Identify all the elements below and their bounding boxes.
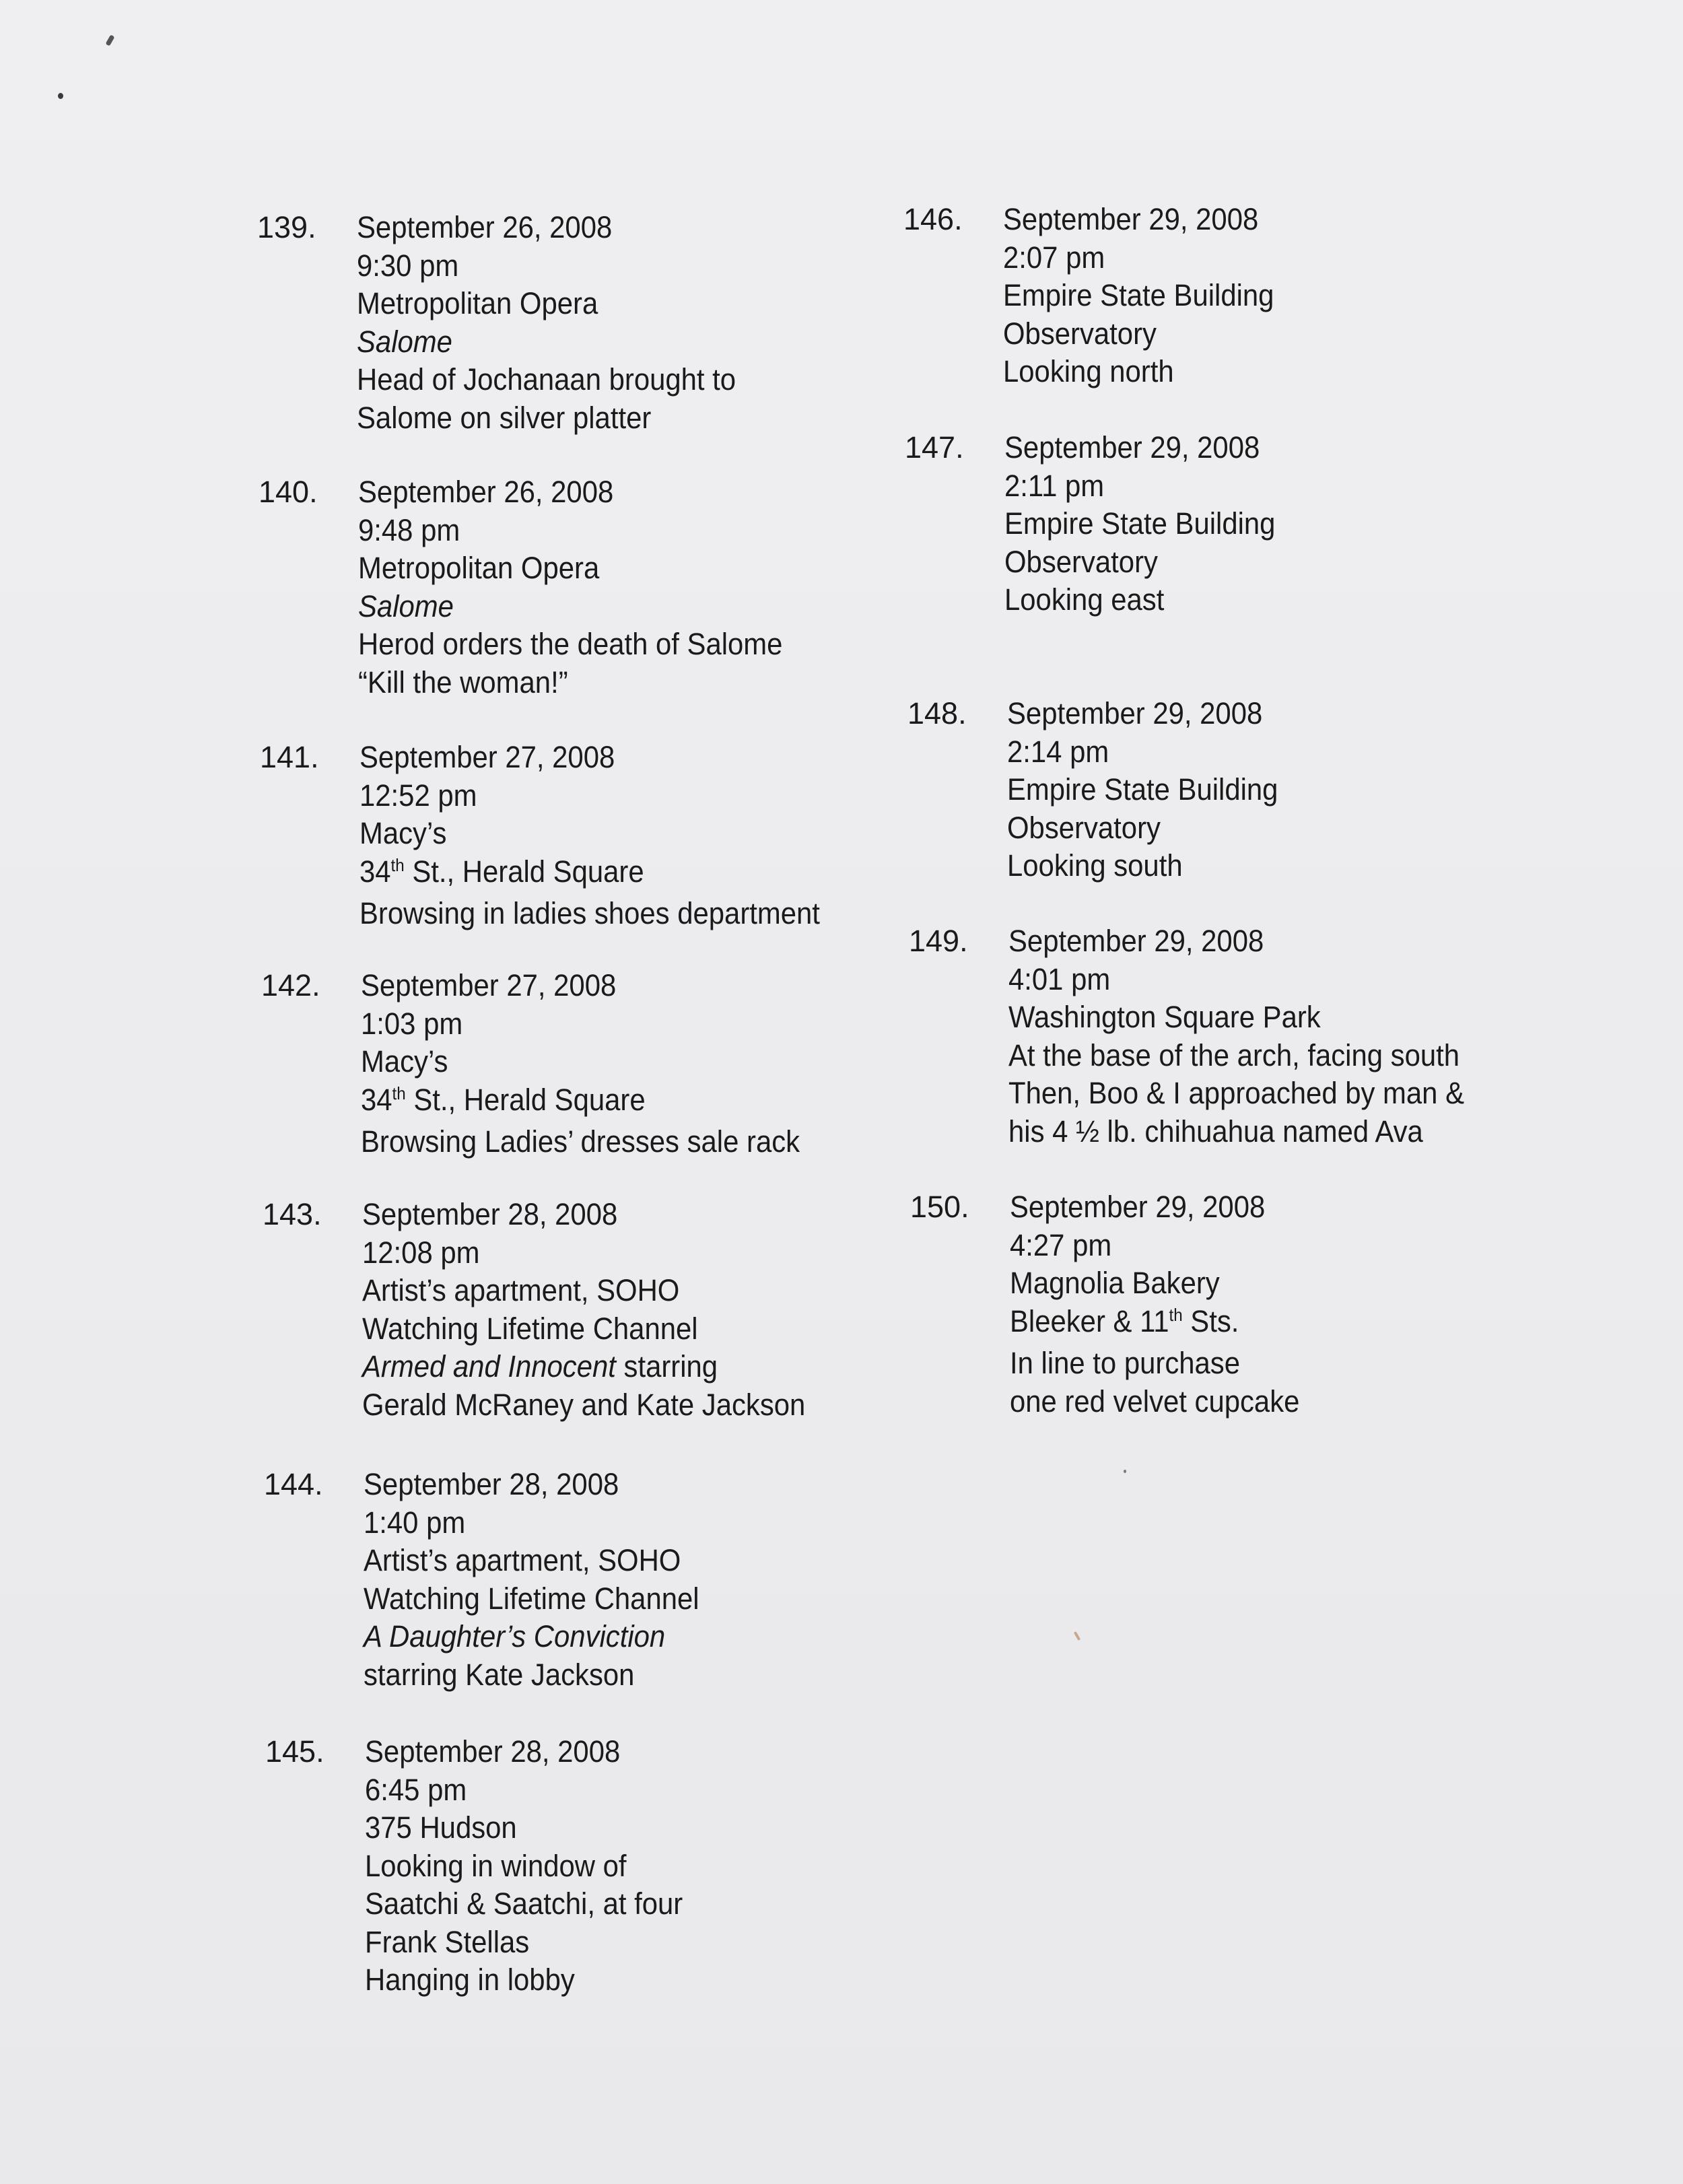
entry-time: 4:01 pm [1008, 961, 1111, 996]
entry-date: September 28, 2008 [365, 1734, 621, 1769]
entry-time: 9:48 pm [358, 512, 460, 547]
entry-description: Head of Jochanaan brought to [357, 362, 736, 397]
paper-speck [105, 34, 114, 46]
entry-title-suffix: starring [615, 1349, 718, 1384]
entry-number: 143. [263, 1197, 322, 1231]
entry-description: Looking east [1004, 582, 1165, 617]
entry-location: Macy’s [361, 1044, 448, 1079]
entry-location: Empire State Building [1003, 278, 1274, 312]
address-street: Sts. [1182, 1303, 1239, 1338]
entry-location: Artist’s apartment, SOHO [362, 1273, 680, 1307]
entry-date: September 28, 2008 [362, 1197, 618, 1231]
entry-date: September 27, 2008 [361, 968, 617, 1002]
entry-title: A Daughter’s Conviction [364, 1619, 666, 1653]
entry-location: Metropolitan Opera [358, 551, 600, 585]
entry-number: 139. [257, 210, 316, 244]
entry-time: 12:52 pm [359, 778, 477, 813]
entry-date: September 29, 2008 [1010, 1190, 1266, 1224]
entry-title-line [362, 1348, 805, 1386]
entry-location: Macy’s [359, 816, 447, 850]
paper-speck [58, 93, 63, 99]
paper-speck [1124, 1470, 1126, 1473]
entry-number: 144. [264, 1467, 323, 1501]
entry-address [361, 1081, 800, 1124]
address-number: 34 [359, 854, 391, 889]
entry-description: Browsing in ladies shoes department [359, 896, 820, 930]
entry-location: Metropolitan Opera [357, 286, 598, 320]
entry-description: one red velvet cupcake [1010, 1384, 1300, 1419]
entry-description: Hanging in lobby [365, 1963, 575, 1997]
entry-time: 6:45 pm [365, 1772, 467, 1807]
entry-description: Browsing Ladies’ dresses sale rack [361, 1124, 800, 1159]
entry-time: 4:27 pm [1010, 1227, 1112, 1262]
entry-number: 142. [261, 968, 320, 1002]
entry-location: Artist’s apartment, SOHO [364, 1543, 681, 1577]
entry-number: 149. [909, 924, 968, 958]
entry-date: September 26, 2008 [358, 475, 614, 509]
entry-number: 146. [903, 202, 963, 236]
address-street: St., Herald Square [404, 854, 644, 889]
entry-description: his 4 ½ lb. chihuahua named Ava [1008, 1114, 1423, 1149]
entry-date: September 29, 2008 [1008, 924, 1264, 958]
entry-address [359, 853, 820, 895]
entry-description: Gerald McRaney and Kate Jackson [362, 1387, 806, 1422]
entry-description: In line to purchase [1010, 1346, 1240, 1380]
entry-time: 9:30 pm [357, 248, 459, 283]
entry-location-detail: Observatory [1004, 544, 1158, 579]
entry-date: September 29, 2008 [1004, 430, 1260, 465]
entry-description: Looking in window of [365, 1848, 627, 1883]
entry-date: September 26, 2008 [357, 210, 613, 244]
paper-speck [1074, 1631, 1080, 1641]
entry-description: At the base of the arch, facing south [1008, 1037, 1460, 1072]
ordinal-suffix: th [390, 854, 405, 875]
entry-time: 2:11 pm [1004, 468, 1105, 503]
entry-title: Salome [357, 324, 452, 359]
entry-description: Frank Stellas [365, 1924, 530, 1959]
entry-description: Looking north [1003, 354, 1174, 388]
address-number: 34 [361, 1082, 392, 1117]
entry-description: “Kill the woman!” [358, 664, 568, 699]
entry-location: Washington Square Park [1008, 1000, 1321, 1034]
entry-location: Empire State Building [1004, 506, 1276, 541]
entry-description: Looking south [1007, 848, 1183, 883]
entry-location-detail: Observatory [1003, 316, 1157, 351]
entry-number: 140. [259, 475, 318, 509]
entry-description: Saatchi & Saatchi, at four [365, 1886, 683, 1921]
entry-description: Herod orders the death of Salome [358, 627, 783, 661]
entry-date: September 29, 2008 [1007, 696, 1263, 730]
address-street: St., Herald Square [405, 1082, 646, 1117]
entry-title: Salome [358, 588, 454, 623]
entry-description: Watching Lifetime Channel [362, 1311, 698, 1346]
entry-location: Empire State Building [1007, 772, 1278, 807]
entry-location-detail: Observatory [1007, 810, 1161, 845]
entry-time: 2:14 pm [1007, 734, 1109, 769]
ordinal-suffix: th [392, 1083, 406, 1103]
entry-description: Watching Lifetime Channel [364, 1581, 699, 1616]
entry-number: 150. [910, 1190, 969, 1224]
entry-time: 1:40 pm [364, 1505, 466, 1540]
entry-time: 1:03 pm [361, 1006, 463, 1041]
entry-number: 147. [905, 430, 964, 465]
entry-number: 145. [265, 1734, 324, 1769]
address-number: Bleeker & 11 [1010, 1303, 1169, 1338]
entry-title: Armed and Innocent [362, 1349, 616, 1384]
entry-address [1010, 1303, 1299, 1345]
ordinal-suffix: th [1169, 1304, 1183, 1325]
entry-date: September 28, 2008 [364, 1467, 619, 1501]
entry-location: Magnolia Bakery [1010, 1266, 1220, 1300]
entry-description: Salome on silver platter [357, 400, 652, 435]
entry-number: 148. [907, 696, 967, 730]
entry-date: September 27, 2008 [359, 740, 615, 774]
entry-location: 375 Hudson [365, 1810, 517, 1845]
entry-date: September 29, 2008 [1003, 202, 1259, 236]
entry-description: starring Kate Jackson [364, 1657, 635, 1692]
entry-time: 2:07 pm [1003, 240, 1105, 275]
entry-time: 12:08 pm [362, 1235, 480, 1270]
entry-number: 141. [260, 740, 319, 774]
entry-description: Then, Boo & I approached by man & [1008, 1076, 1465, 1110]
